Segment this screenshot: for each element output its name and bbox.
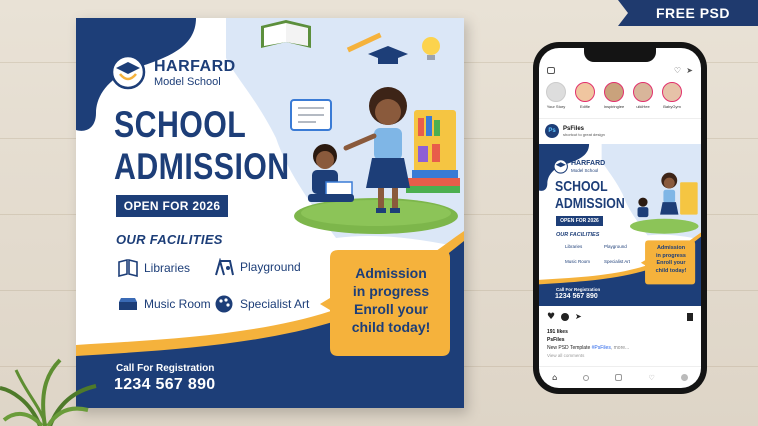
open-for-badge: OPEN FOR 2026 — [116, 195, 228, 217]
bubble-line: child today! — [351, 319, 431, 335]
caption-text: New PSD Template — [547, 345, 592, 351]
story-label: Edifle — [579, 104, 590, 109]
story-label: Your Story — [546, 104, 566, 109]
facility-label: Music Room — [144, 297, 211, 311]
post-call-label: Call For Registration — [556, 287, 601, 292]
story-item[interactable] — [545, 82, 567, 109]
post-bubble-line: Admission — [656, 245, 686, 251]
bubble-line: in progress — [352, 283, 430, 299]
plant-decoration — [0, 340, 100, 426]
story-item[interactable] — [632, 82, 654, 109]
post-open-for: OPEN FOR 2026 — [556, 216, 603, 226]
free-psd-label: FREE PSD — [655, 5, 730, 21]
piano-icon — [118, 296, 138, 312]
bubble-line: Enroll your — [354, 301, 428, 317]
facility-label: Specialist Art — [240, 297, 310, 311]
school-subtitle: Model School — [154, 76, 221, 88]
facility-label: Playground — [240, 260, 301, 274]
post-bubble-line: Enroll your — [656, 260, 686, 266]
free-psd-badge[interactable] — [628, 0, 758, 26]
admission-bubble — [334, 264, 448, 336]
bookmark-icon[interactable] — [687, 313, 693, 321]
instagram-screen — [539, 48, 701, 388]
books-icon — [118, 259, 138, 277]
like-icon[interactable]: ♥ — [547, 312, 556, 322]
comment-icon[interactable] — [561, 313, 569, 321]
story-label: uikiHee — [636, 104, 650, 109]
post-facility: Music Room — [565, 259, 591, 264]
school-name: HARFARD — [154, 58, 236, 75]
account-avatar[interactable]: Ps — [545, 124, 559, 138]
post-school-name: HARFARD — [571, 160, 606, 167]
facility-specialist-art — [214, 294, 309, 314]
heart-nav-icon[interactable]: ♡ — [648, 373, 655, 382]
playground-icon — [214, 258, 234, 276]
bubble-line: Admission — [355, 265, 427, 281]
camera-icon[interactable] — [547, 67, 555, 74]
profile-icon[interactable] — [681, 374, 688, 381]
search-icon[interactable] — [583, 375, 589, 381]
share-icon[interactable]: ➤ — [575, 312, 582, 321]
palette-icon — [214, 294, 234, 314]
facility-playground — [214, 258, 301, 276]
facility-label: Libraries — [144, 261, 191, 275]
post-facilities-title: OUR FACILITIES — [556, 232, 600, 238]
facilities-title: OUR FACILITIES — [116, 232, 223, 247]
post-headline-1: SCHOOL — [555, 178, 608, 195]
caption-user[interactable]: PsFiles — [547, 337, 565, 343]
story-item[interactable] — [574, 82, 596, 109]
headline-line-1: SCHOOL — [114, 104, 247, 145]
post-header — [545, 124, 605, 138]
post-facility: Specialist Art — [604, 259, 631, 264]
call-label: Call For Registration — [116, 363, 215, 374]
post-bubble-line: child today! — [655, 267, 687, 274]
phone-number: 1234 567 890 — [114, 376, 216, 393]
school-logo — [112, 56, 144, 88]
caption-more[interactable]: , more... — [610, 345, 630, 351]
activity-icon[interactable]: ♡ — [673, 66, 681, 75]
post-school-subtitle: Model School — [571, 168, 599, 173]
post-image[interactable] — [539, 144, 701, 306]
bottom-nav — [539, 366, 701, 388]
home-icon[interactable]: ⌂ — [552, 373, 558, 382]
post-headline-2: ADMISSION — [555, 195, 625, 212]
likes-count[interactable]: 191 likes — [547, 329, 568, 335]
post-facility: Playground — [604, 244, 627, 249]
stories-row — [545, 82, 683, 109]
post-actions — [547, 312, 693, 322]
ig-top-bar — [539, 66, 701, 78]
account-subtitle: shortcut to great design — [563, 131, 605, 137]
caption — [547, 345, 629, 351]
facility-music-room — [118, 296, 211, 312]
headline-line-2: ADMISSION — [114, 146, 290, 187]
post-bubble — [647, 245, 695, 275]
account-name[interactable]: PsFiles — [563, 125, 585, 132]
admission-flyer — [76, 18, 464, 408]
story-label: BabyGym — [663, 104, 681, 109]
caption-hashtag[interactable]: #PsFiles — [591, 345, 611, 351]
post-facility: Libraries — [565, 244, 583, 249]
view-comments-link[interactable]: View all comments — [547, 353, 585, 358]
phone-mockup — [533, 42, 707, 394]
post-bubble-line: in progress — [656, 252, 686, 259]
story-item[interactable] — [603, 82, 625, 109]
story-item[interactable] — [661, 82, 683, 109]
add-post-icon[interactable] — [615, 374, 622, 381]
facility-libraries — [118, 259, 190, 277]
story-label: Inspiringlee — [603, 104, 625, 109]
send-icon[interactable]: ➤ — [686, 66, 693, 75]
post-phone: 1234 567 890 — [555, 293, 598, 300]
